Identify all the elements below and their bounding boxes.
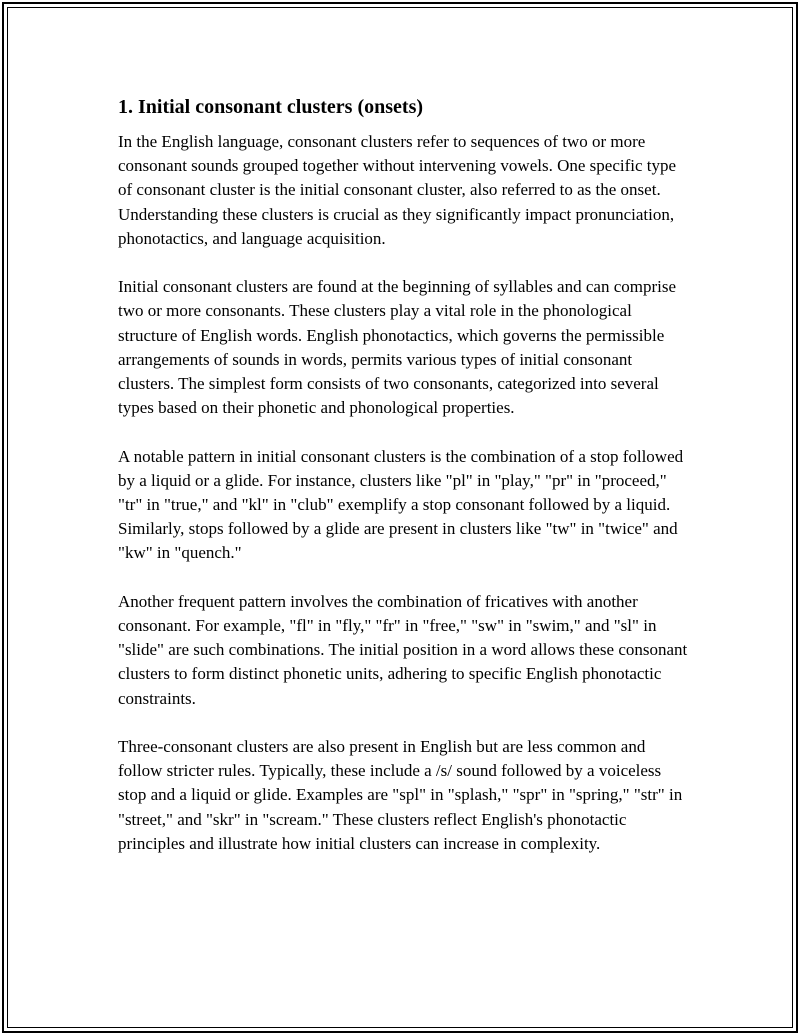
paragraph-stop-liquid-glide: A notable pattern in initial consonant clusters is the combination of a stop followed by a liquid or a glide. For instance, clusters like "pl" in "play," "pr" in "proceed," "tr" in "true," and "kl" in "club" exemplify a stop consonant followed by a liquid. Similarly, stops followed by a glide are present in clusters like "tw" in "twice" and "kw" in "quench." <box>118 446 684 563</box>
paragraph-three-consonant-clusters: Three-consonant clusters are also present in English but are less common and follow stricter rules. Typically, these include a /s/ sound followed by a voiceless stop and a liquid or glide. Examples are "spl" in "splash," "spr" in "spring," "str" in "street," and "skr" in "scream." These clusters reflect English's phonotactic principles and illustrate how initial clusters can increase in complexity. <box>118 737 683 853</box>
document-body <box>118 94 688 880</box>
paragraph-onset-definition: Initial consonant clusters are found at the beginning of syllables and can comprise two or more consonants. These clusters play a vital role in the phonological structure of English words. English phonotactics, which governs the permissible arrangements of sounds in words, permits various types of initial consonant clusters. The simplest form consists of two consonants, categorized into several types based on their phonetic and phonological properties. <box>118 277 677 418</box>
paragraph-intro: In the English language, consonant clusters refer to sequences of two or more consonant sounds grouped together without intervening vowels. One specific type of consonant cluster is the initial consonant cluster, also referred to as the onset. Understanding these clusters is crucial as they significantly impact pronunciation, phonotactics, and language acquisition. <box>118 132 677 248</box>
paragraph-fricative-clusters: Another frequent pattern involves the combination of fricatives with another consonant. For example, "fl" in "fly," "fr" in "free," "sw" in "swim," and "sl" in "slide" are such combinations. The initial position in a word allows these consonant clusters to form distinct phonetic units, adhering to specific English phonotactic constraints. <box>118 591 688 708</box>
section-heading: 1. Initial consonant clusters (onsets) <box>118 96 424 118</box>
